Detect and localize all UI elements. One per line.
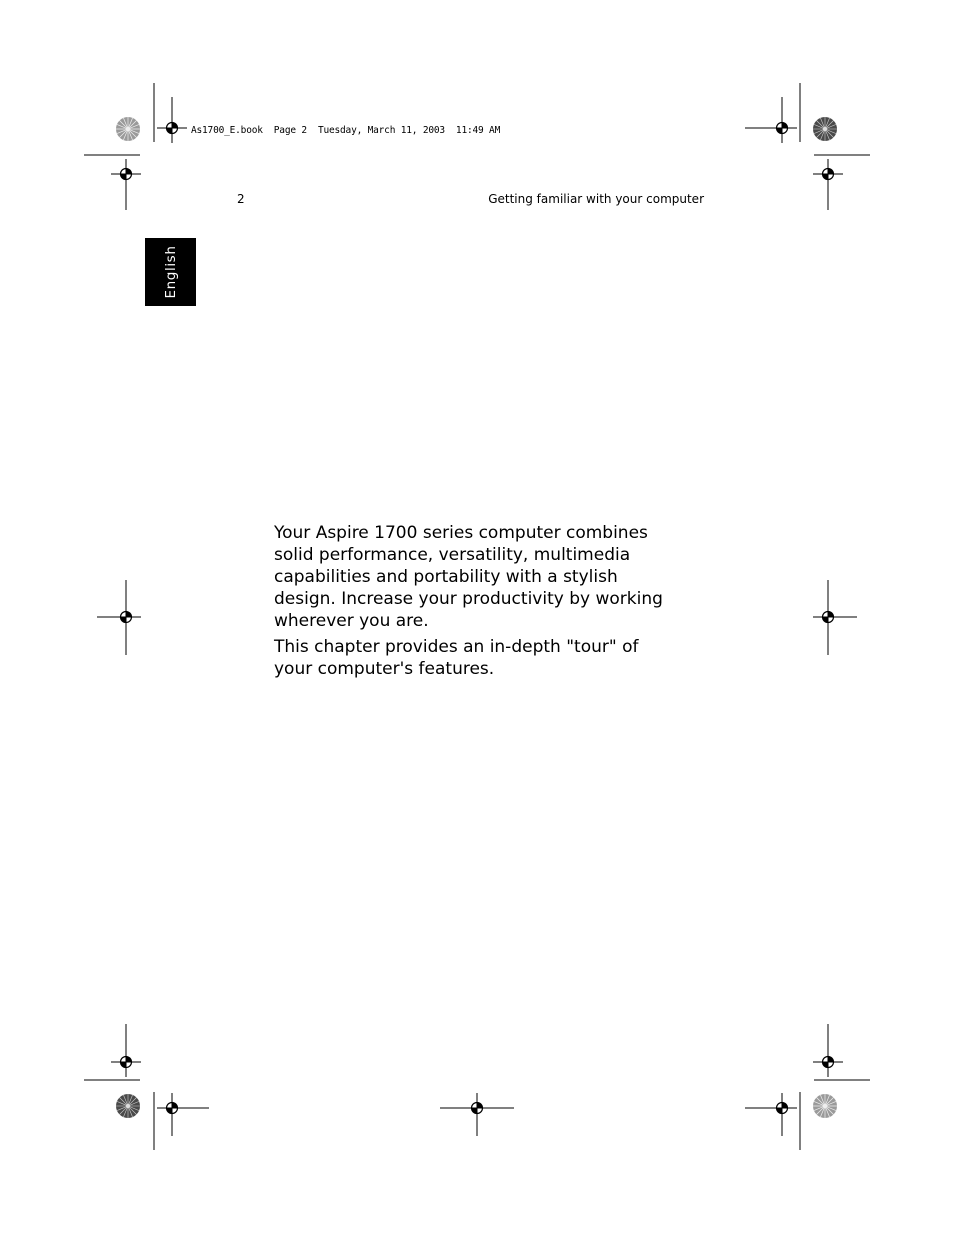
color-bar-target-icon [813, 117, 837, 141]
registration-mark-icon [813, 159, 843, 189]
language-tab [145, 238, 196, 306]
intro-paragraph: This chapter provides an in-depth "tour" of your computer's features. [274, 637, 639, 679]
color-bar-target-icon [116, 1094, 140, 1118]
registration-mark-icon [462, 1093, 492, 1123]
registration-mark-icon [111, 602, 141, 632]
intro-paragraph: Your Aspire 1700 series computer combines solid performance, versatility, multimedia capabilities and portability with a stylish design. Increase your productivity by working wherever you are. [274, 523, 663, 631]
registration-mark-icon [767, 1093, 797, 1123]
registration-mark-icon [111, 1047, 141, 1077]
registration-mark-icon [813, 602, 843, 632]
registration-mark-icon [111, 159, 141, 189]
running-header-title: Getting familiar with your computer [488, 192, 704, 206]
color-bar-target-icon [116, 117, 140, 141]
page-number: 2 [237, 192, 245, 206]
registration-mark-icon [813, 1047, 843, 1077]
print-slug-line: As1700_E.book Page 2 Tuesday, March 11, 2003 11:49 AM [191, 125, 501, 136]
crop-marks-top [84, 83, 870, 155]
chapter-intro [274, 522, 674, 684]
registration-mark-icon [157, 1093, 187, 1123]
color-bar-target-icon [813, 1094, 837, 1118]
registration-mark-icon [767, 113, 797, 143]
registration-mark-icon [157, 113, 187, 143]
language-tab-label: English [162, 245, 179, 299]
